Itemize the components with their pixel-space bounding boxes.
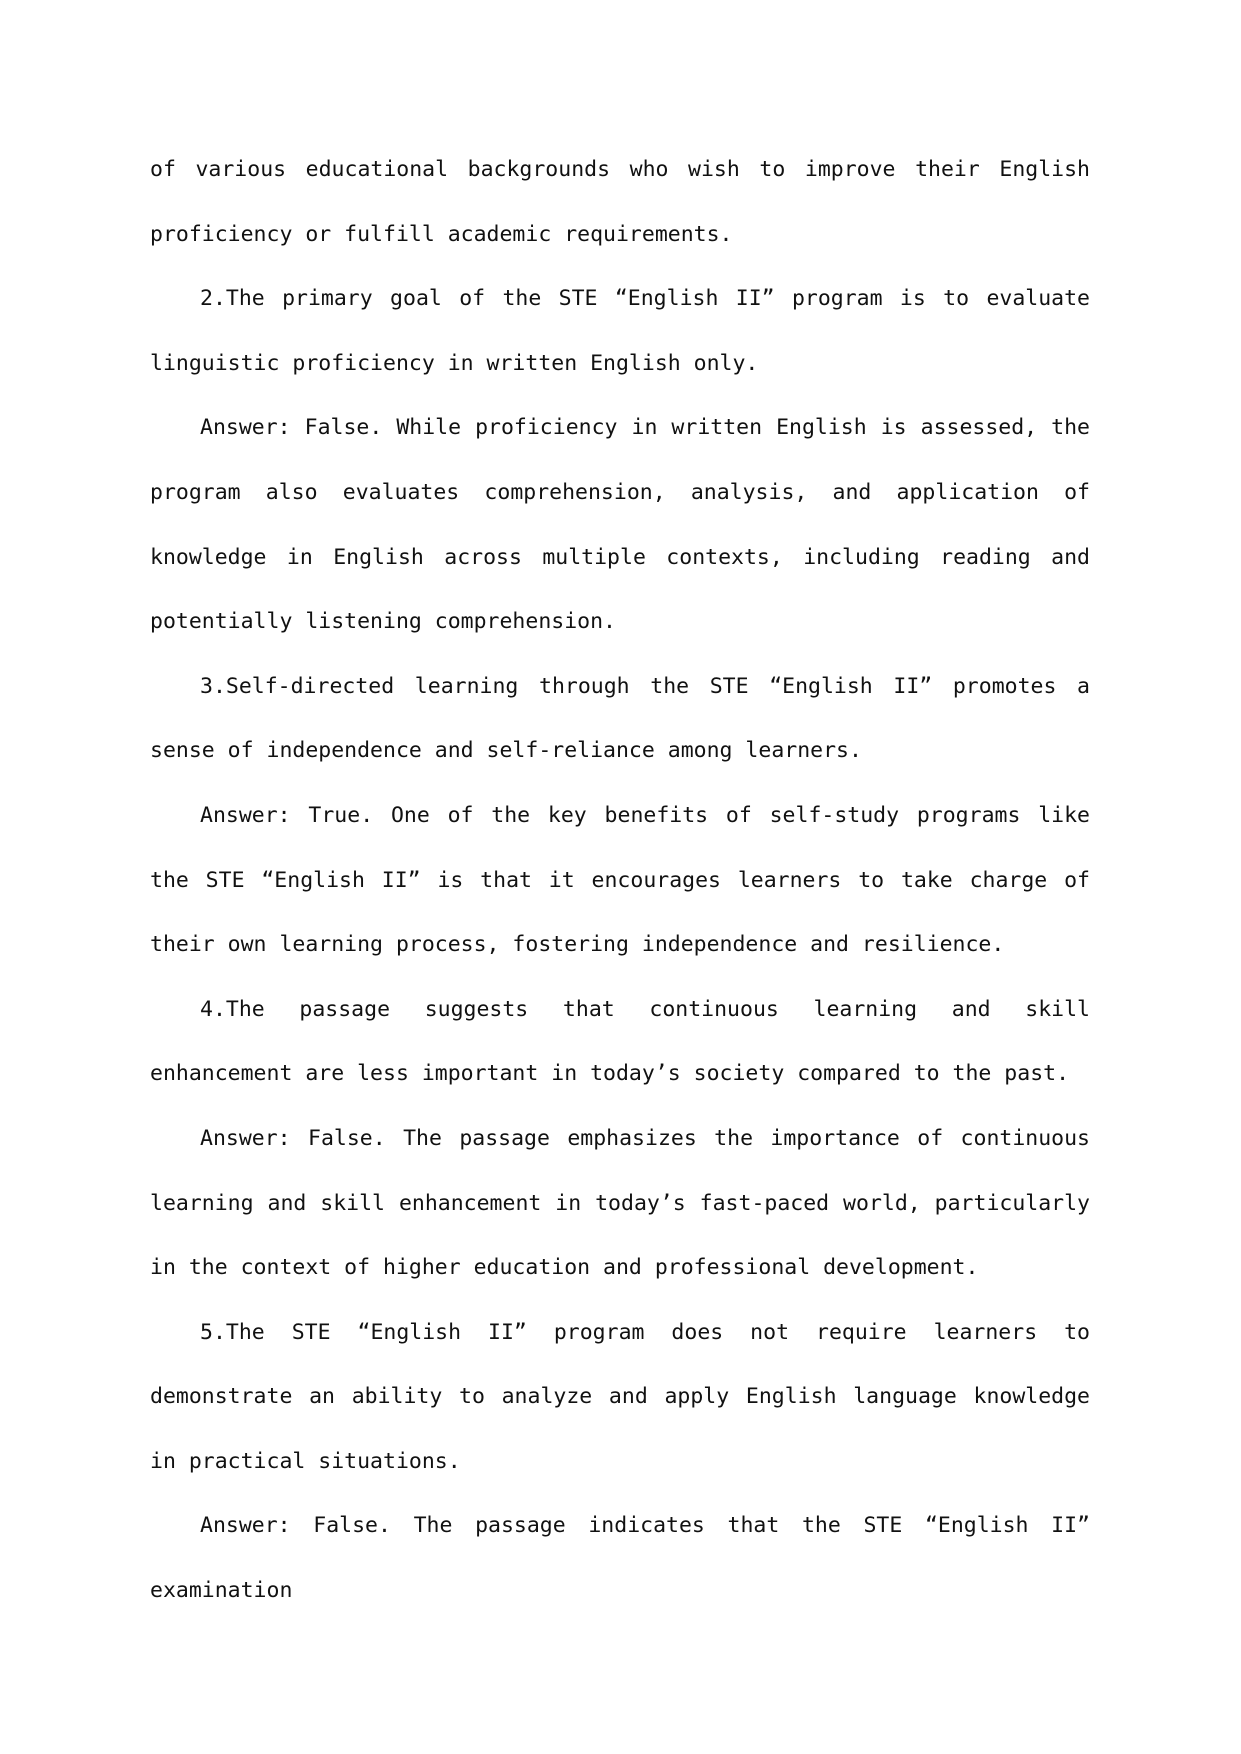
question-4: 4.The passage suggests that continuous learning and skill enhancement are less important in today’s society compared to the past. [150, 996, 1090, 1087]
answer-2: Answer: False. While proficiency in written English is assessed, the program also evaluates comprehension, analysis, and application of knowledge in English across multiple contexts, including reading and potentially listening comprehension. [150, 415, 1090, 635]
question-2: 2.The primary goal of the STE “English II” program is to evaluate linguistic proficiency in written English only. [150, 286, 1090, 376]
paragraph-continuation: of various educational backgrounds who wish to improve their English proficiency or fulfill academic requirements. [150, 157, 1090, 247]
document-body [150, 138, 1090, 1624]
answer-5: Answer: False. The passage indicates that the STE “English II” examination [150, 1513, 1090, 1604]
answer-3: Answer: True. One of the key benefits of self-study programs like the STE “English II” is that it encourages learners to take charge of their own learning process, fostering independence and resilience. [150, 802, 1090, 958]
question-3: 3.Self-directed learning through the STE “English II” promotes a sense of independence and self-reliance among learners. [150, 673, 1090, 764]
answer-4: Answer: False. The passage emphasizes the importance of continuous learning and skill enhancement in today’s fast-paced world, particularly in the context of higher education and professional development. [150, 1125, 1090, 1281]
question-5: 5.The STE “English II” program does not require learners to demonstrate an ability to analyze and apply English language knowledge in practical situations. [150, 1319, 1090, 1474]
